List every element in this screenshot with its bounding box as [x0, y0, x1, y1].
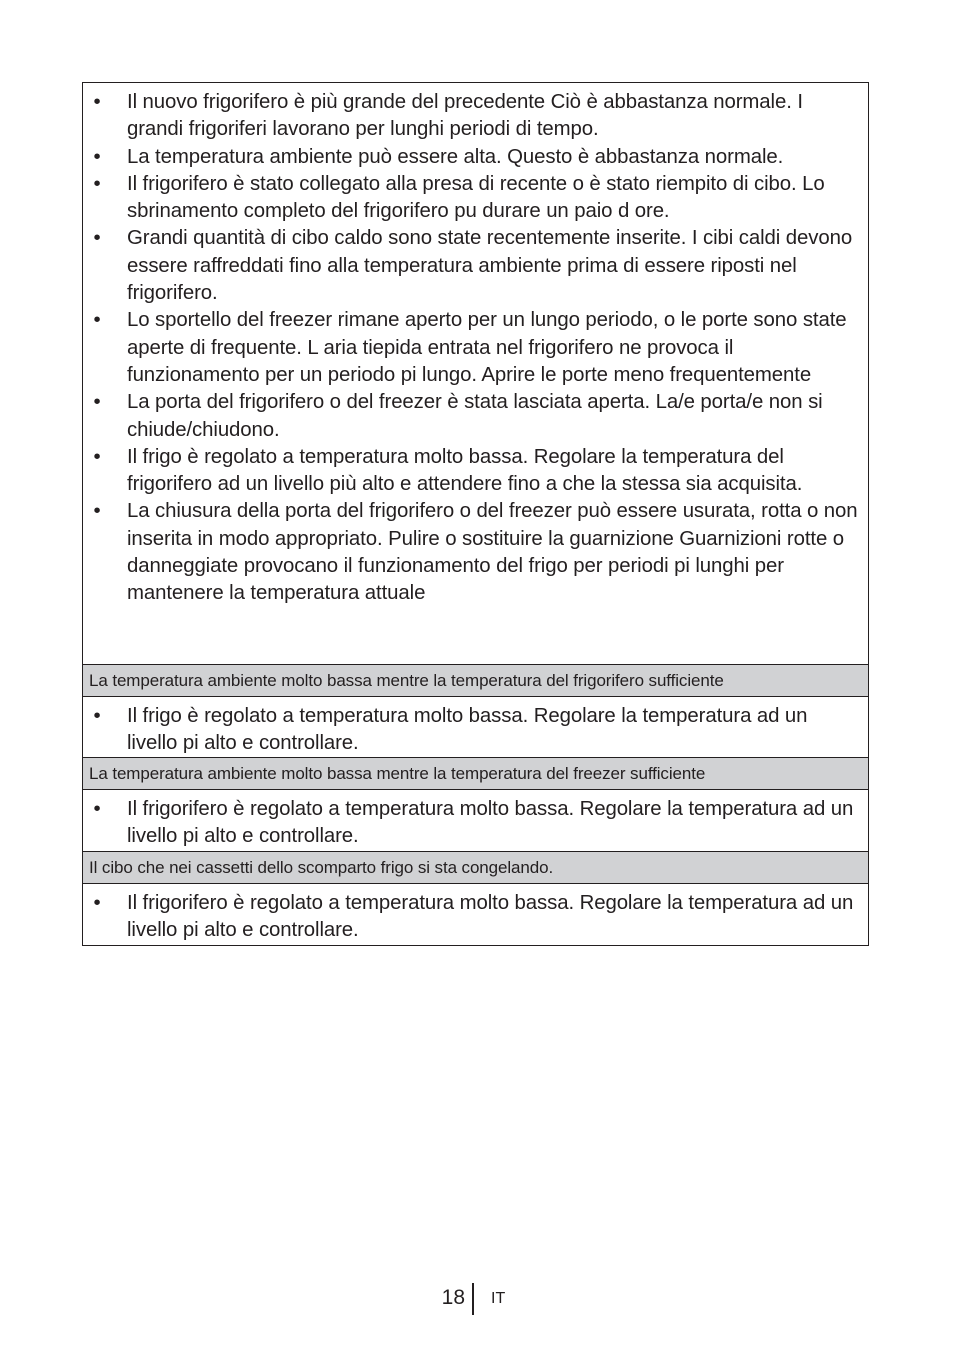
page-footer: [0, 1283, 954, 1315]
list-item: [83, 171, 860, 226]
bullet-icon: •: [93, 445, 101, 468]
page-number: 18: [441, 1286, 465, 1309]
list-item: [83, 498, 860, 607]
item-text: Il frigo è regolato a temperatura molto bassa. Regolare la temperatura del frigorifero ad un livello più alto e attendere fino a che la stessa sia acquisita.: [127, 445, 803, 496]
bullet-icon: •: [93, 227, 101, 250]
language-code: IT: [491, 1290, 506, 1307]
problem-heading-freezer-cold-ambient: La temperatura ambiente molto bassa mentre la temperatura del freezer sufficiente: [83, 758, 868, 790]
bullet-icon: •: [93, 705, 101, 727]
list-item: [83, 703, 860, 758]
list-item: [83, 144, 860, 171]
item-text: Grandi quantità di cibo caldo sono state recentemente inserite. I cibi caldi devono essere raffreddati fino alla temperatura ambiente prima di essere riposti nel frigorifero.: [127, 227, 853, 305]
list-item: [83, 89, 860, 144]
list-item: [83, 307, 860, 389]
bullet-icon: •: [93, 172, 101, 195]
remedy-list: [83, 790, 868, 852]
list-item: [83, 225, 860, 307]
causes-list: [83, 83, 868, 665]
remedy-list: [83, 697, 868, 758]
item-text: La temperatura ambiente può essere alta. Questo è abbastanza normale.: [127, 145, 784, 168]
item-text: La porta del frigorifero o del freezer è stata lasciata aperta. La/e porta/e non si chiude/chiudono.: [127, 391, 823, 441]
bullet-icon: •: [93, 91, 101, 113]
bullet-icon: •: [93, 798, 101, 820]
list-item: [83, 890, 860, 945]
item-text: Il frigo è regolato a temperatura molto bassa. Regolare la temperatura ad un livello pi alto e controllare.: [127, 705, 808, 755]
bullet-icon: •: [93, 391, 101, 414]
item-text: Il frigorifero è regolato a temperatura molto bassa. Regolare la temperatura ad un livello pi alto e controllare.: [127, 798, 854, 848]
bullet-icon: •: [93, 145, 101, 168]
remedy-list: [83, 884, 868, 945]
problem-heading-fridge-cold-ambient: La temperatura ambiente molto bassa mentre la temperatura del frigorifero sufficiente: [83, 665, 868, 697]
list-item: [83, 444, 860, 499]
item-text: Il nuovo frigorifero è più grande del precedente Ciò è abbastanza normale. I grandi frigoriferi lavorano per lunghi periodi di tempo.: [127, 91, 803, 141]
list-item: [83, 796, 860, 851]
item-text: Il frigorifero è stato collegato alla presa di recente o è stato riempito di cibo. Lo sbrinamento completo del frigorifero pu durare un paio d ore.: [127, 172, 825, 223]
list-item: [83, 389, 860, 444]
bullet-icon: •: [93, 500, 101, 523]
problem-heading-food-freezing: Il cibo che nei cassetti dello scomparto frigo si sta congelando.: [83, 852, 868, 884]
footer-divider: [472, 1283, 474, 1315]
item-text: Il frigorifero è regolato a temperatura molto bassa. Regolare la temperatura ad un livello pi alto e controllare.: [127, 892, 854, 942]
bullet-icon: •: [93, 892, 101, 914]
item-text: Lo sportello del freezer rimane aperto per un lungo periodo, o le porte sono state aperte di frequente. L aria tiepida entrata nel frigorifero ne provoca il funzionamento per un periodo pi lungo. Aprire le porte meno frequentemente: [127, 309, 847, 386]
item-text: La chiusura della porta del frigorifero o del freezer può essere usurata, rotta o non inserita in modo appropriato. Pulire o sostituire la guarnizione Guarnizioni rotte o danneggiate provocano il funzionamento del frigo per periodi pi lunghi per mantenere la temperatura attuale: [127, 500, 858, 605]
troubleshooting-table: [82, 82, 869, 946]
bullet-icon: •: [93, 309, 101, 332]
